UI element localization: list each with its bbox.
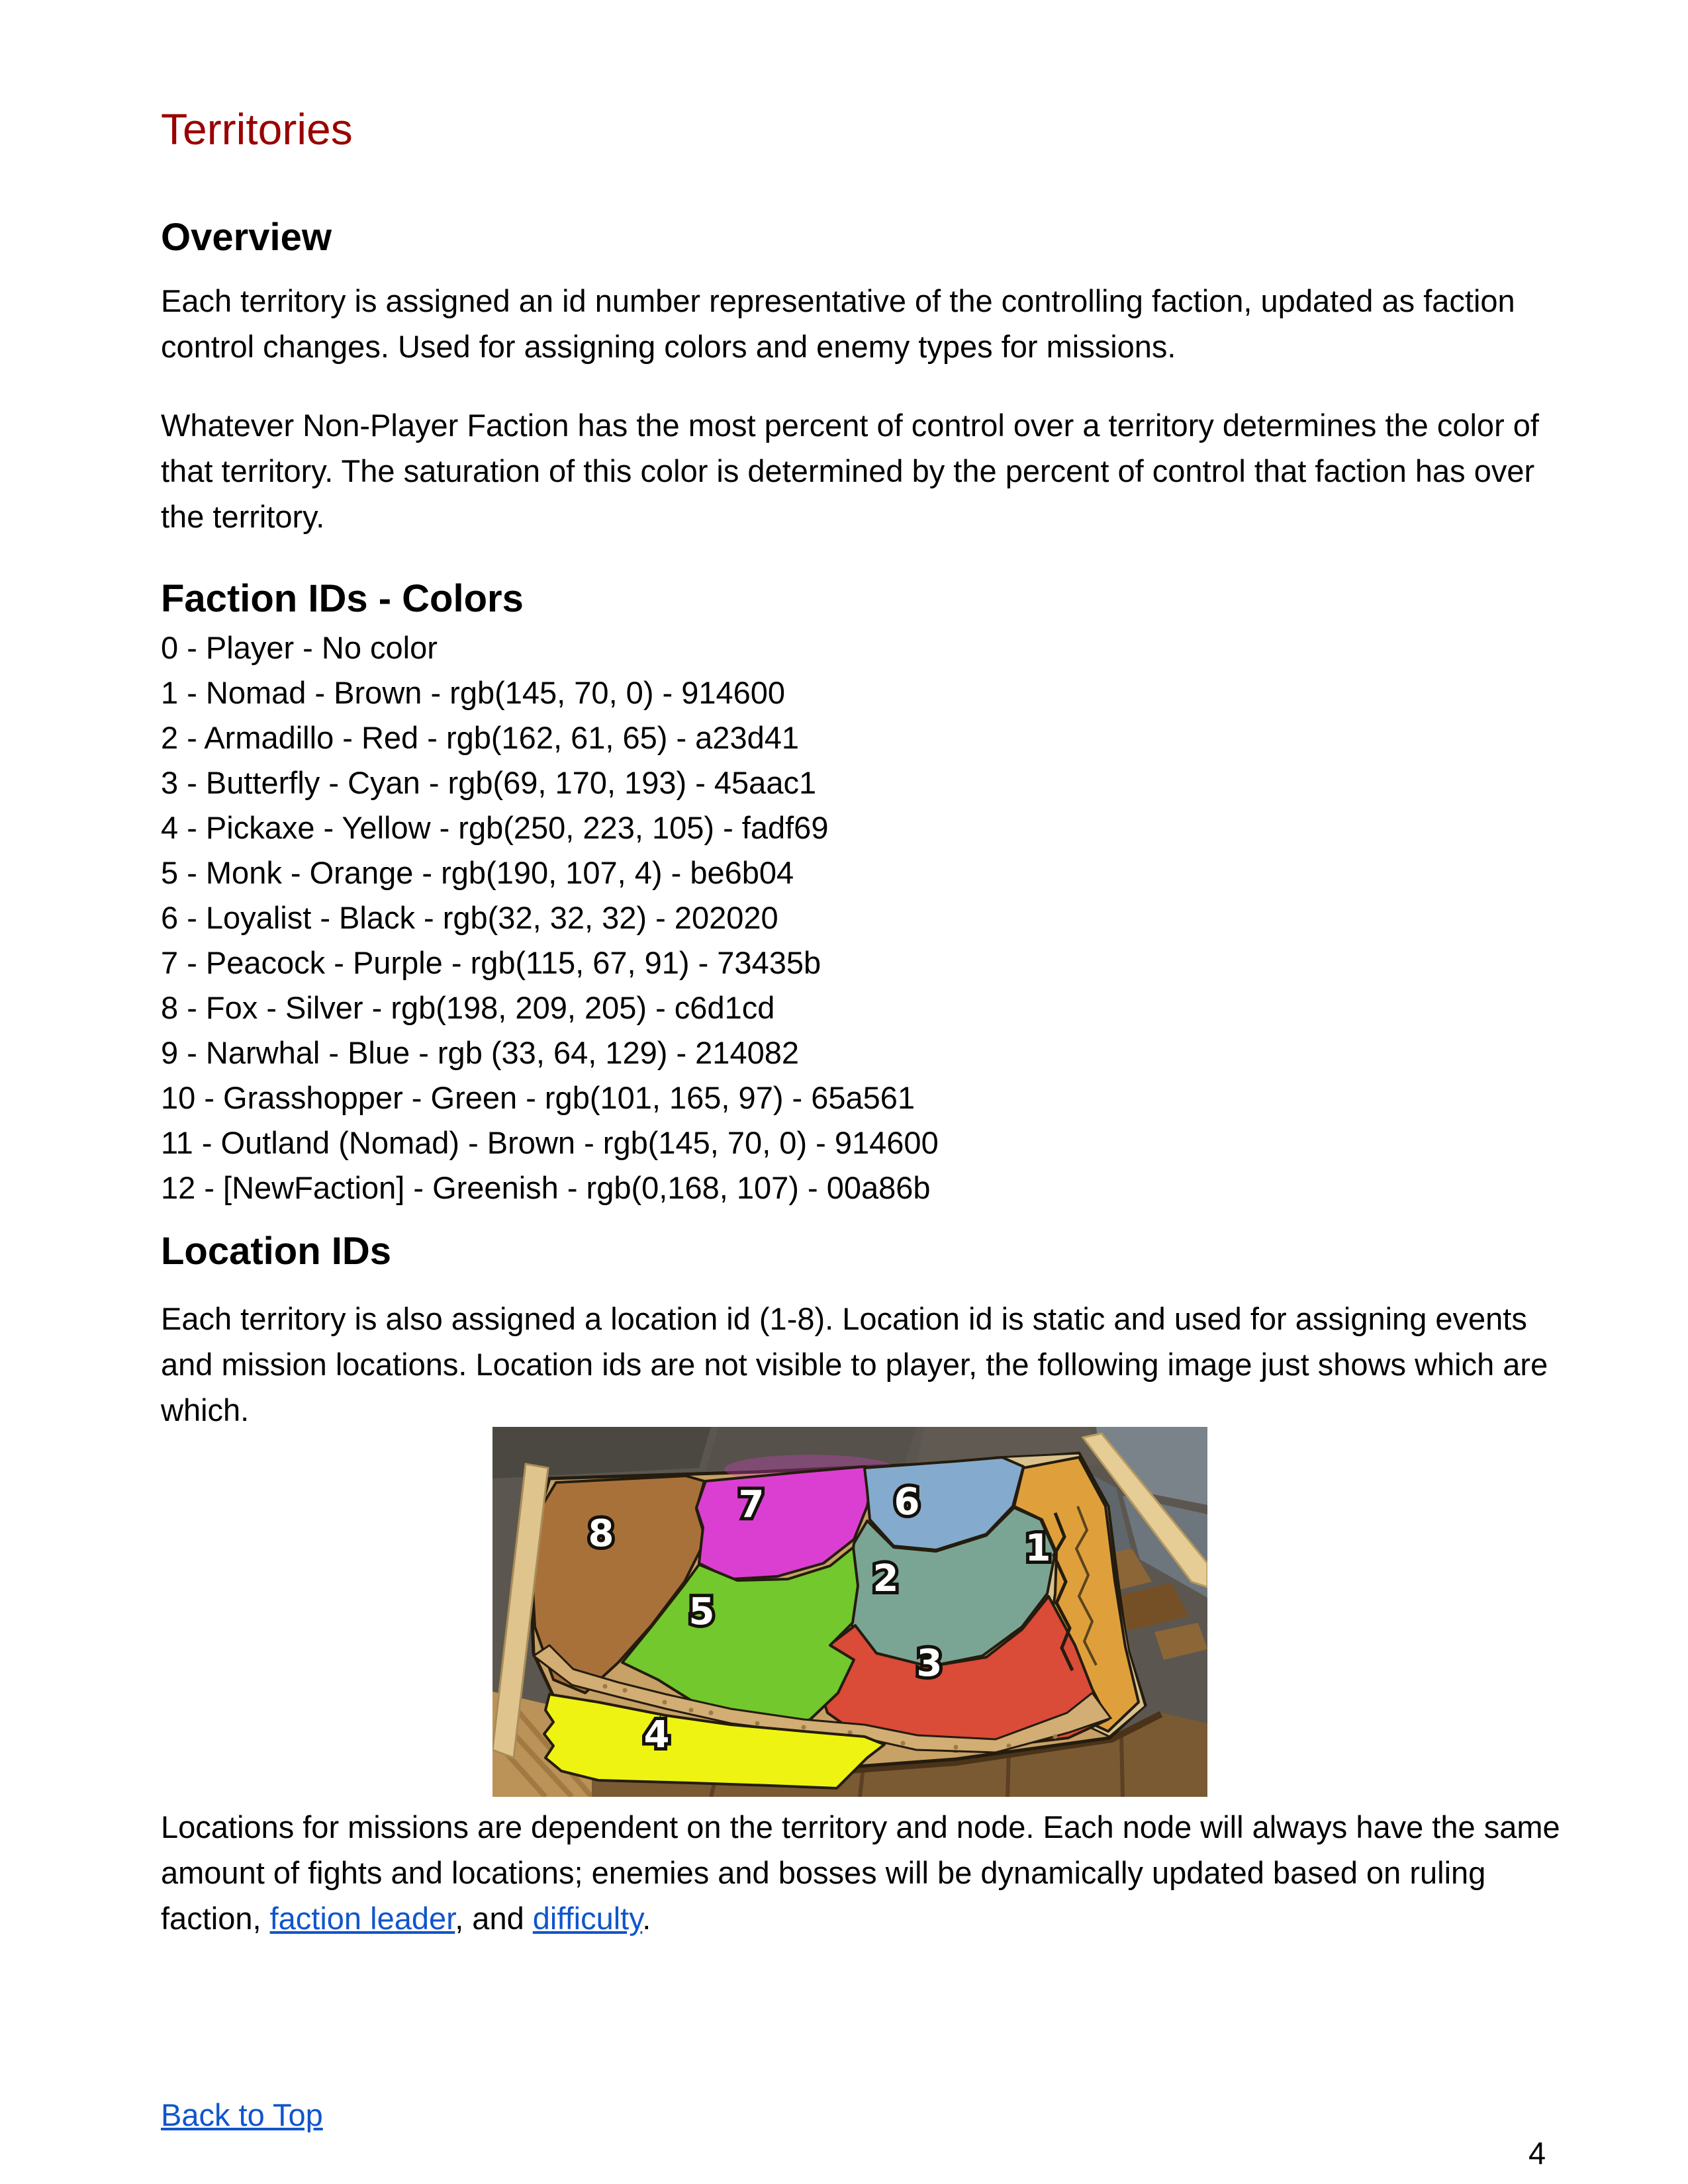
faction-ids-heading: Faction IDs - Colors (161, 577, 524, 620)
faction-list-item: 5 - Monk - Orange - rgb(190, 107, 4) - be6b04 (161, 855, 794, 890)
faction-id-list (161, 625, 939, 1210)
territory-4-label: 4 (643, 1713, 670, 1756)
faction-list-item: 0 - Player - No color (161, 630, 438, 665)
faction-list-item: 8 - Fox - Silver - rgb(198, 209, 205) - c6d1cd (161, 990, 775, 1025)
territory-6-label: 6 (894, 1480, 920, 1524)
text-segment: . (642, 1901, 651, 1936)
faction-list-item: 1 - Nomad - Brown - rgb(145, 70, 0) - 914600 (161, 675, 786, 710)
faction-list-item: 2 - Armadillo - Red - rgb(162, 61, 65) - a23d41 (161, 720, 800, 755)
faction-list-item: 12 - [NewFaction] - Greenish - rgb(0,168, 107) - 00a86b (161, 1170, 931, 1205)
territory-2-label: 2 (872, 1557, 899, 1600)
faction-list-item: 6 - Loyalist - Black - rgb(32, 32, 32) - 202020 (161, 900, 778, 935)
location-ids-heading: Location IDs (161, 1230, 392, 1273)
territory-8-label: 8 (588, 1512, 614, 1555)
text-segment: , and (455, 1901, 533, 1936)
text-line: control changes. Used for assigning colors and enemy types for missions. (161, 329, 1176, 364)
back-to-top-link[interactable]: Back to Top (161, 2097, 323, 2132)
territory-map-image (492, 1427, 1207, 1797)
page-number: 4 (1528, 2136, 1546, 2171)
missions-paragraph (161, 1804, 1560, 1941)
text-line: Locations for missions are dependent on the territory and node. Each node will always have the same (161, 1809, 1560, 1844)
footer-nav (161, 2097, 323, 2133)
page-title: Territories (161, 105, 353, 154)
text-line: amount of fights and locations; enemies and bosses will be dynamically updated based on ruling (161, 1855, 1486, 1890)
text-segment: faction, (161, 1901, 270, 1936)
overview-paragraph-1 (161, 278, 1515, 369)
text-line: Each territory is assigned an id number representative of the controlling faction, updated as faction (161, 283, 1515, 318)
faction-list-item: 11 - Outland (Nomad) - Brown - rgb(145, 70, 0) - 914600 (161, 1125, 939, 1160)
faction-list-item: 9 - Narwhal - Blue - rgb (33, 64, 129) - 214082 (161, 1035, 800, 1070)
faction-list-item: 4 - Pickaxe - Yellow - rgb(250, 223, 105) - fadf69 (161, 810, 829, 845)
text-line: Whatever Non-Player Faction has the most percent of control over a territory determines the color of (161, 408, 1539, 443)
faction-list-item: 10 - Grasshopper - Green - rgb(101, 165, 97) - 65a561 (161, 1080, 915, 1115)
text-line: and mission locations. Location ids are not visible to player, the following image just shows which are (161, 1347, 1548, 1382)
text-line (161, 1895, 1560, 1941)
text-line: which. (161, 1392, 250, 1428)
location-ids-paragraph (161, 1296, 1548, 1433)
territory-3-label: 3 (916, 1642, 943, 1685)
difficulty-link[interactable]: difficulty (532, 1901, 643, 1936)
territory-1-label: 1 (1025, 1527, 1051, 1570)
text-line: that territory. The saturation of this color is determined by the percent of control that faction has over (161, 453, 1535, 488)
overview-paragraph-2 (161, 402, 1539, 539)
faction-list-item: 7 - Peacock - Purple - rgb(115, 67, 91) - 73435b (161, 945, 821, 980)
text-line: Each territory is also assigned a location id (1-8). Location id is static and used for assigning events (161, 1301, 1527, 1336)
text-line: the territory. (161, 499, 325, 534)
faction-list-item: 3 - Butterfly - Cyan - rgb(69, 170, 193) - 45aac1 (161, 765, 817, 800)
faction-leader-link[interactable]: faction leader (269, 1901, 455, 1936)
territory-7-label: 7 (738, 1483, 765, 1526)
territory-5-label: 5 (688, 1590, 715, 1633)
overview-heading: Overview (161, 216, 332, 259)
